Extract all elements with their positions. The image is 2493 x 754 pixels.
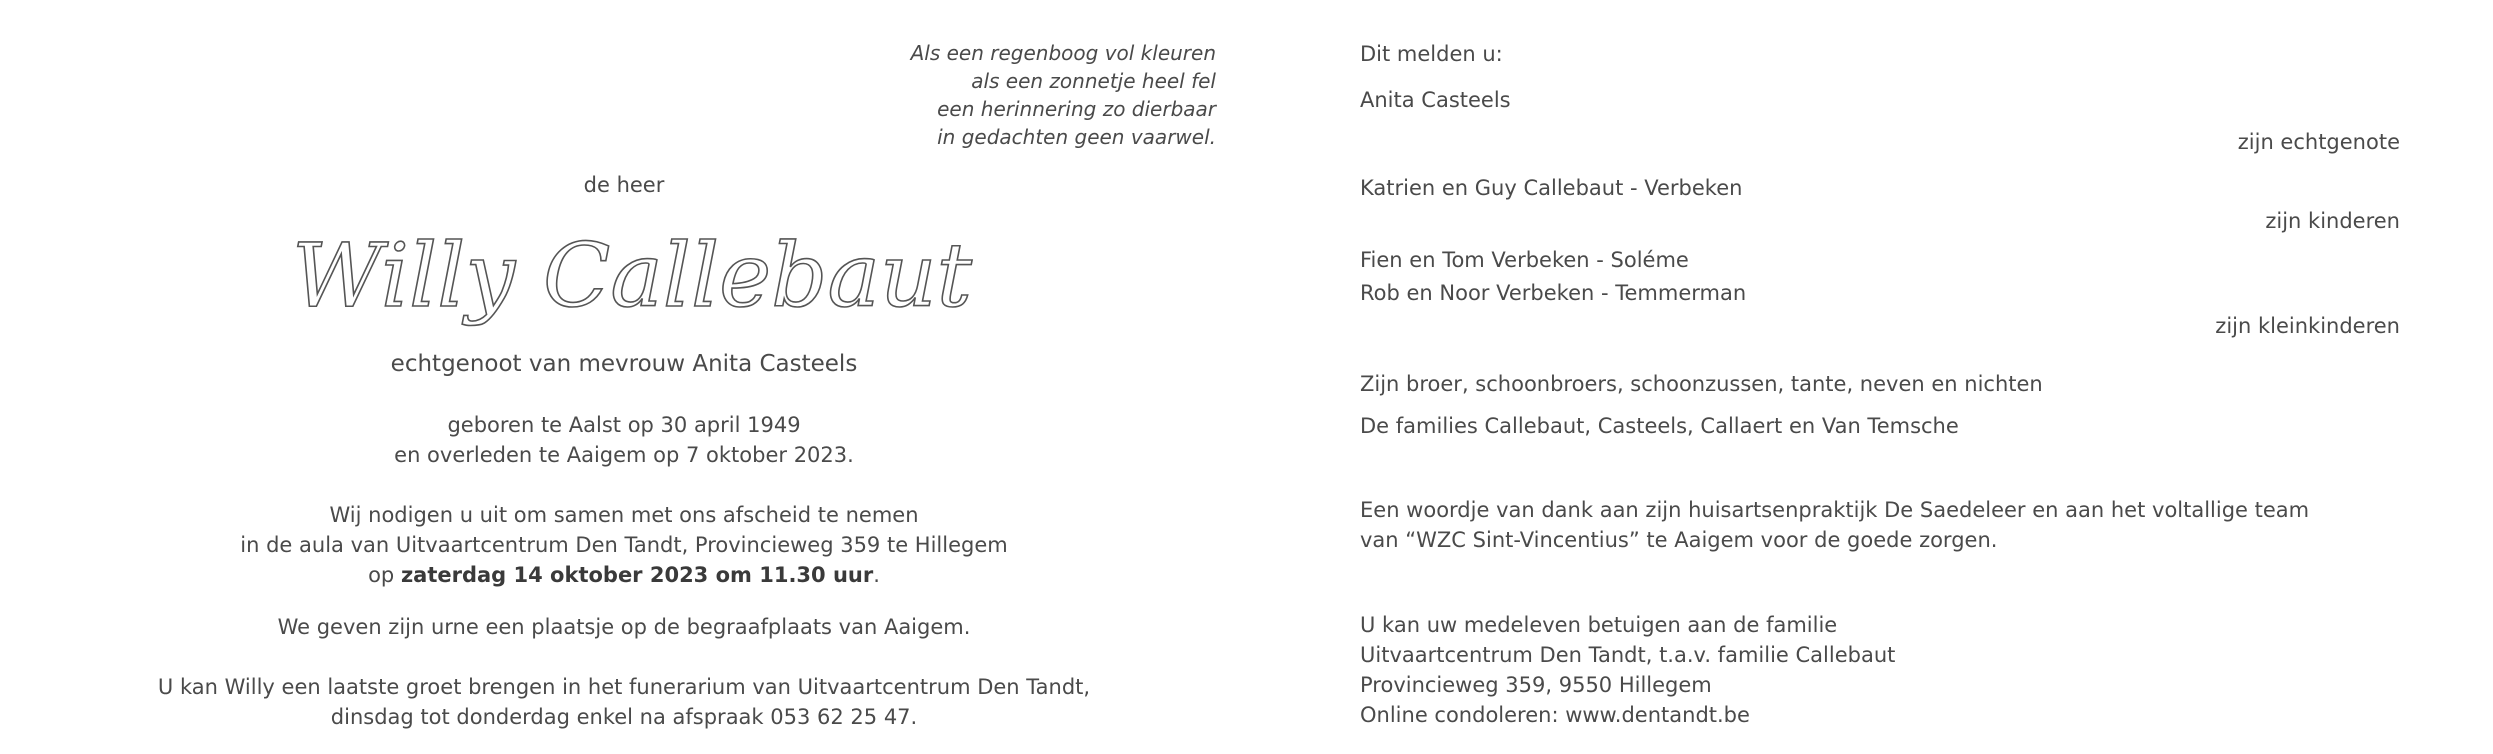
invitation-suffix: . <box>873 563 880 587</box>
born-line: geboren te Aalst op 30 april 1949 <box>447 413 801 437</box>
invitation-line-3 <box>0 560 1248 590</box>
announce-children: Katrien en Guy Callebaut - Verbeken <box>1360 176 1743 200</box>
deceased-name-text: Willy Callebaut <box>291 224 973 327</box>
announce-families: De families Callebaut, Casteels, Callaert en Van Temsche <box>1360 414 1959 438</box>
contact-line-2: Uitvaartcentrum Den Tandt, t.a.v. familie Callebaut <box>1360 643 1896 667</box>
children-role: zijn kinderen <box>2265 209 2400 233</box>
died-line: en overleden te Aaigem op 7 oktober 2023. <box>394 443 854 467</box>
contact-line-1: U kan uw medeleven betuigen aan de familie <box>1360 613 1838 637</box>
poem-line: als een zonnetje heel fel <box>971 69 1216 93</box>
grandchildren-role: zijn kleinkinderen <box>2215 314 2400 338</box>
spouse-line: echtgenoot van mevrouw Anita Casteels <box>390 351 858 377</box>
visit-line-1: U kan Willy een laatste groet brengen in het funerarium van Uitvaartcentrum Den Tandt, <box>157 675 1091 699</box>
urn-line: We geven zijn urne een plaatsje op de begraafplaats van Aaigem. <box>277 615 971 639</box>
invitation-line-1: Wij nodigen u uit om samen met ons afscheid te nemen <box>329 503 919 527</box>
spouse-role: zijn echtgenote <box>2237 130 2400 154</box>
ceremony-date: zaterdag 14 oktober 2023 om 11.30 uur <box>400 563 874 587</box>
announce-intro: Dit melden u: <box>1360 42 1503 66</box>
poem-line: Als een regenboog vol kleuren <box>910 41 1216 65</box>
announce-relatives: Zijn broer, schoonbroers, schoonzussen, tante, neven en nichten <box>1360 372 2043 396</box>
poem-line: in gedachten geen vaarwel. <box>937 125 1216 149</box>
thanks-line-2: van “WZC Sint-Vincentius” te Aaigem voor de goede zorgen. <box>1360 528 1998 552</box>
deceased-name <box>291 208 973 338</box>
contact-line-3: Provincieweg 359, 9550 Hillegem <box>1360 673 1712 697</box>
salutation: de heer <box>583 173 665 197</box>
invitation-line-2: in de aula van Uitvaartcentrum Den Tandt, Provincieweg 359 te Hillegem <box>240 533 1008 557</box>
grandchild-family: Rob en Noor Verbeken - Temmerman <box>1360 281 1747 305</box>
announce-spouse: Anita Casteels <box>1360 88 1511 112</box>
poem <box>616 39 1216 151</box>
grandchild-family: Fien en Tom Verbeken - Soléme <box>1360 248 1689 272</box>
contact-line-4: Online condoleren: www.dentandt.be <box>1360 703 1750 727</box>
invitation-prefix: op <box>368 563 401 587</box>
poem-line: een herinnering zo dierbaar <box>937 97 1216 121</box>
visit-line-2: dinsdag tot donderdag enkel na afspraak 053 62 25 47. <box>330 705 918 729</box>
thanks-line-1: Een woordje van dank aan zijn huisartsenpraktijk De Saedeleer en aan het voltallige team <box>1360 498 2310 522</box>
